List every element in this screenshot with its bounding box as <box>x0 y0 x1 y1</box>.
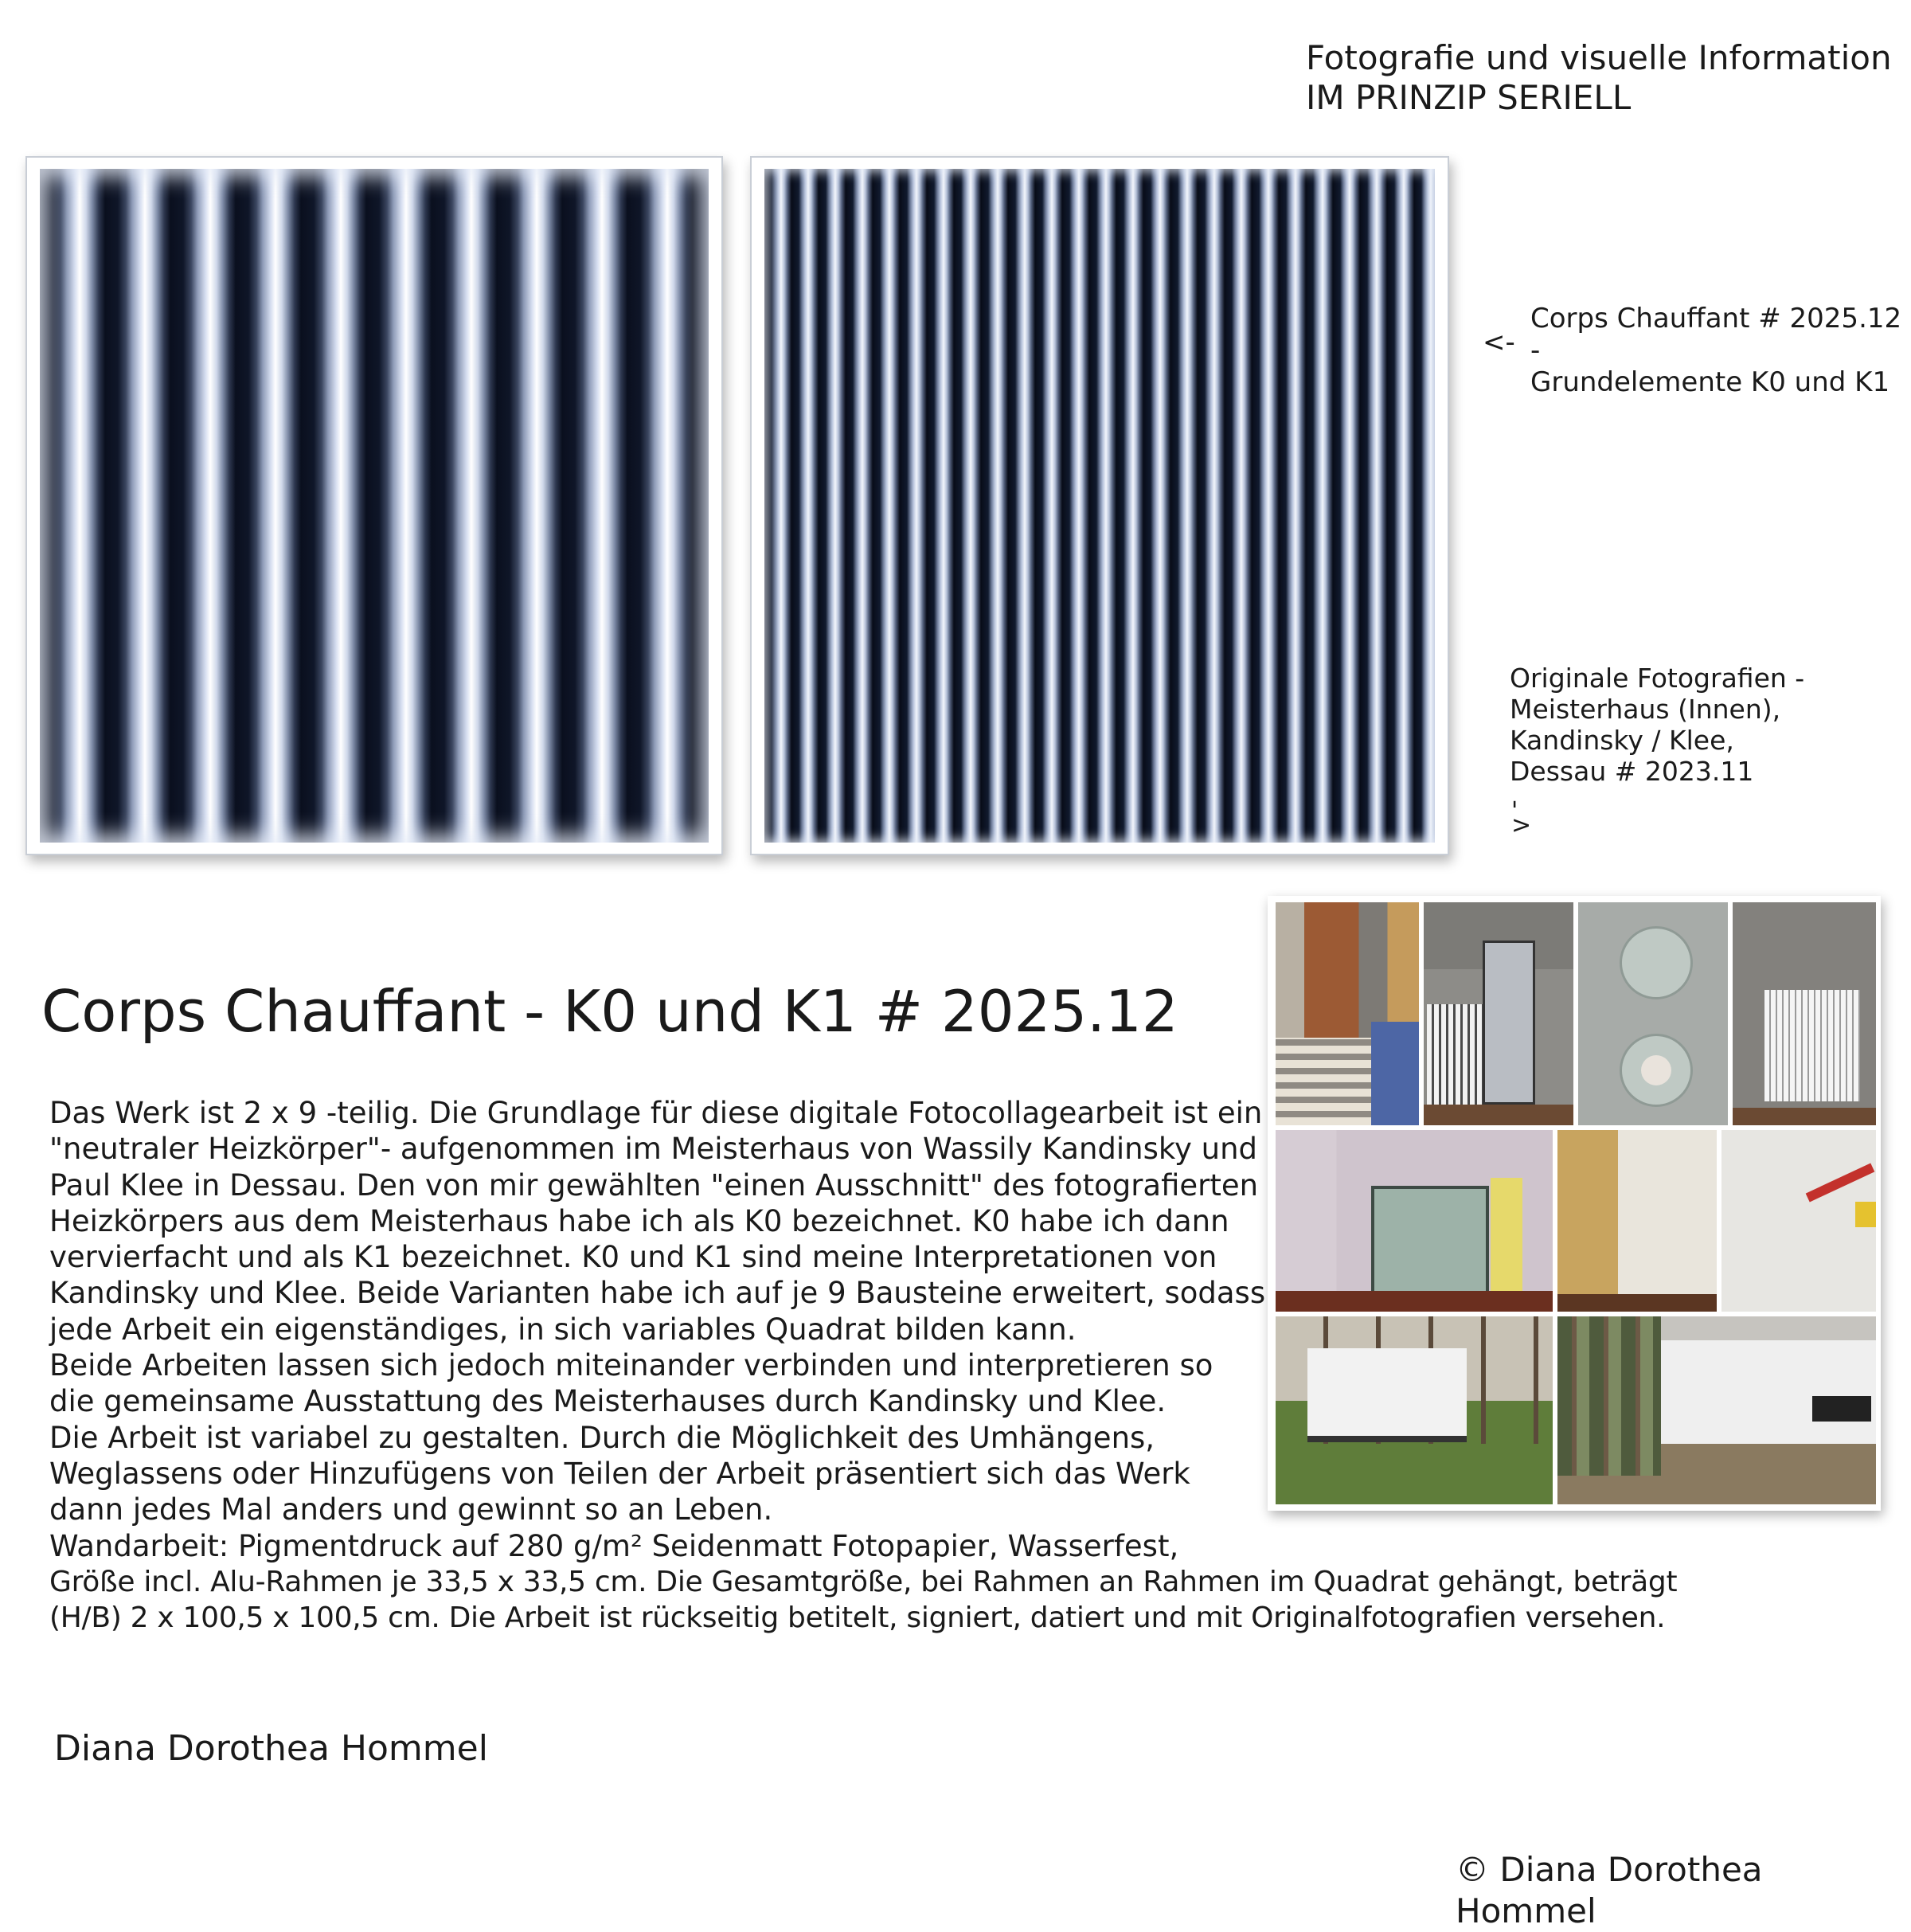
copyright-notice: © Diana Dorothea Hommel <box>1456 1850 1763 1930</box>
description-line: Das Werk ist 2 x 9 -teilig. Die Grundlage für diese digitale Fotocollagearbeit ist ein <box>49 1096 1263 1130</box>
header-line-1: Fotografie und visuelle Information <box>1306 38 1892 77</box>
artwork-k1-image <box>764 169 1435 843</box>
description-line: Paul Klee in Dessau. Den von mir gewählten "einen Ausschnitt" des fotografierten <box>49 1167 1259 1203</box>
author-name: Diana Dorothea Hommel <box>54 1728 488 1769</box>
description-line: Wandarbeit: Pigmentdruck auf 280 g/m² Seidenmatt Fotopapier, Wasserfest, <box>49 1528 1179 1563</box>
caption-artwork-line-1: Corps Chauffant # 2025.12 - <box>1530 303 1902 366</box>
caption-arrow-down: ' > <box>1511 797 1532 839</box>
header-line-2: IM PRINZIP SERIELL <box>1306 78 1632 117</box>
caption-arrow-left: <- <box>1483 327 1515 358</box>
caption-photos-line-1: Originale Fotografien - <box>1510 663 1805 694</box>
caption-photos-block <box>1510 663 1804 787</box>
artwork-k0-image <box>40 169 709 843</box>
description-line: "neutraler Heizkörper"- aufgenommen im Meisterhaus von Wassily Kandinsky und <box>49 1132 1258 1167</box>
description-line: dann jedes Mal anders und gewinnt so an Leben. <box>49 1492 773 1527</box>
description-line: vervierfacht und als K1 bezeichnet. K0 und K1 sind meine Interpretationen von <box>49 1240 1217 1275</box>
caption-photos-line-2: Meisterhaus (Innen), <box>1510 694 1781 725</box>
description-line: Kandinsky und Klee. Beide Varianten habe ich auf je 9 Bausteine erweitert, sodass <box>49 1276 1266 1311</box>
caption-photos-line-4: Dessau # 2023.11 <box>1510 756 1754 787</box>
description-line: Größe incl. Alu-Rahmen je 33,5 x 33,5 cm. Die Gesamtgröße, bei Rahmen an Rahmen im Quadrat gehängt, beträgt <box>49 1565 1678 1598</box>
caption-artwork-block <box>1530 303 1911 398</box>
header-block <box>1306 38 1892 118</box>
description-line: die gemeinsame Ausstattung des Meisterhauses durch Kandinsky und Klee. <box>49 1384 1167 1419</box>
description-line: Weglassens oder Hinzufügens von Teilen der Arbeit präsentiert sich das Werk <box>49 1456 1190 1491</box>
photo-radiator <box>1733 902 1876 1125</box>
description-text <box>49 1095 1677 1636</box>
caption-artwork-line-2: Grundelemente K0 und K1 <box>1530 366 1890 398</box>
photo-switch-socket <box>1578 902 1728 1125</box>
artwork-k1-frame <box>750 156 1449 855</box>
artwork-title: Corps Chauffant - K0 und K1 # 2025.12 <box>41 978 1178 1045</box>
caption-photos-line-3: Kandinsky / Klee, <box>1510 725 1734 756</box>
description-line: jede Arbeit ein eigenständiges, in sich variables Quadrat bilden kann. <box>49 1312 1077 1347</box>
description-line: Heizkörpers aus dem Meisterhaus habe ich als K0 bezeichnet. K0 habe ich dann <box>49 1203 1229 1238</box>
artwork-k0-frame <box>25 156 723 855</box>
photo-colored-wall <box>1721 1130 1876 1312</box>
description-line: Beide Arbeiten lassen sich jedoch miteinander verbinden und interpretieren so <box>49 1348 1213 1383</box>
photo-radiator-room <box>1424 902 1573 1125</box>
description-line: Die Arbeit ist variabel zu gestalten. Durch die Möglichkeit des Umhängens, <box>49 1420 1155 1455</box>
description-line: (H/B) 2 x 100,5 x 100,5 cm. Die Arbeit ist rückseitig betitelt, signiert, datiert und mit Originalfotografien versehen. <box>49 1602 1666 1635</box>
photo-stairway <box>1276 902 1419 1125</box>
